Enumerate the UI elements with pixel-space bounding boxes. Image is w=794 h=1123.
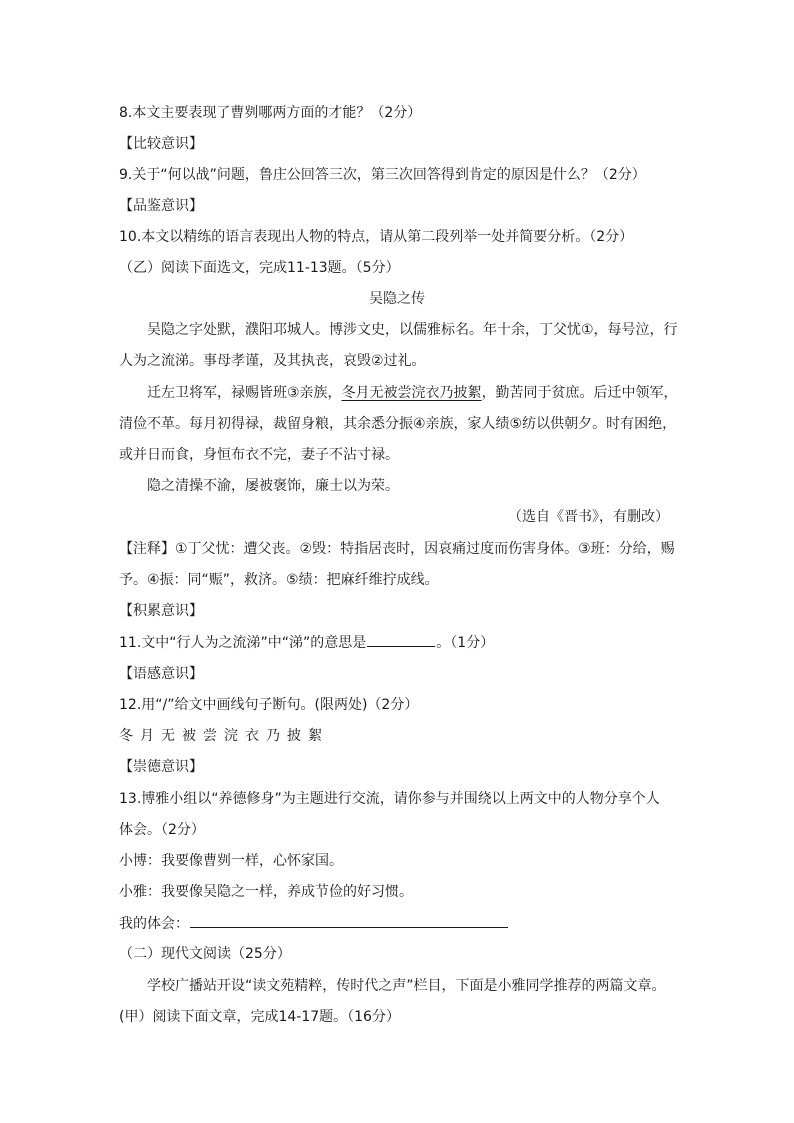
- question-11-text: 11.文中“行人为之流涕”中“涕”的意思是: [119, 635, 367, 651]
- modern-reading-intro: 学校广播站开设“读文苑精粹，传时代之声”栏目，下面是小雅同学推荐的两篇文章。: [147, 978, 666, 994]
- my-reflection-label: 我的体会：: [119, 916, 189, 932]
- annotation-line-1: 【注释】①丁父忧：遭父丧。②毁：特指居丧时，因哀痛过度而伤害身体。③班：分给，赐: [119, 541, 675, 557]
- paragraph-2-text-before: 迁左卫将军，禄赐皆班③亲族，: [147, 385, 342, 401]
- modern-reading-heading: （二）现代文阅读（25分）: [119, 946, 291, 962]
- my-reflection: [119, 913, 674, 934]
- passage-a-instruction: (甲）阅读下面文章，完成14-17题。（16分）: [119, 1009, 400, 1025]
- section-heading-comparison: 【比较意识】: [119, 136, 203, 152]
- question-12: 12.用“/”给文中画线句子断句。(限两处)（2分）: [119, 697, 419, 713]
- dialogue-xiaobo: 小博：我要像曹刿一样，心怀家国。: [119, 853, 343, 869]
- passage-paragraph-2-line-3: 或并日而食，身恒布衣不完，妻子不沾寸禄。: [119, 447, 399, 463]
- section-heading-accumulation: 【积累意识】: [119, 603, 203, 619]
- passage-paragraph-1-line-2: 人为之流涕。事母孝谨，及其执丧，哀毁②过礼。: [119, 353, 426, 369]
- question-8: 8.本文主要表现了曹刿哪两方面的才能？（2分）: [119, 105, 422, 121]
- passage-paragraph-2-line-1: [147, 383, 678, 403]
- passage-b-instruction: （乙）阅读下面选文，完成11-13题。（5分）: [119, 260, 400, 276]
- question-9: 9.关于“何以战”问题，鲁庄公回答三次，第三次回答得到肯定的原因是什么？（2分）: [119, 167, 646, 183]
- section-heading-appreciation: 【品鉴意识】: [119, 198, 203, 214]
- underlined-sentence: 冬月无被尝浣衣乃披絮: [341, 385, 482, 401]
- annotation-line-2: 予。④振：同“赈”，救济。⑤绩：把麻纤维拧成线。: [119, 572, 439, 588]
- passage-paragraph-2-line-2: 清俭不革。每月初得禄，裁留身粮，其余悉分振④亲族，家人绩⑤纺以供朝夕。时有困绝，: [119, 416, 677, 432]
- dialogue-xiaoya: 小雅：我要像吴隐之一样，养成节俭的好习惯。: [119, 884, 413, 900]
- question-11-score: 。（1分）: [436, 635, 495, 651]
- passage-title: 吴隐之传: [369, 291, 425, 307]
- section-heading-language-sense: 【语感意识】: [119, 666, 203, 682]
- question-11: [119, 632, 674, 653]
- answer-blank-11[interactable]: [367, 632, 435, 647]
- question-12-sentence: 冬月无被尝浣衣乃披絮: [119, 728, 329, 744]
- answer-blank-13[interactable]: [190, 913, 508, 928]
- passage-paragraph-1-line-1: 吴隐之字处默，濮阳邛城人。博涉文史，以儒雅标名。年十余，丁父忧①，每号泣，行: [147, 322, 678, 338]
- question-13-line-2: 体会。（2分）: [119, 822, 205, 838]
- passage-paragraph-3: 隐之清操不渝，屡被褒饰，廉士以为荣。: [147, 478, 399, 494]
- paragraph-2-text-after: ，勤苦同于贫庶。后迁中领军，: [481, 385, 678, 401]
- question-13-line-1: 13.博雅小组以“养德修身”为主题进行交流，请你参与并围绕以上两文中的人物分享个人: [119, 791, 660, 807]
- question-10: 10.本文以精练的语言表现出人物的特点，请从第二段列举一处并简要分析。（2分）: [119, 229, 634, 245]
- section-heading-virtue: 【崇德意识】: [119, 759, 203, 775]
- passage-source: （选自《晋书》，有删改）: [508, 509, 669, 525]
